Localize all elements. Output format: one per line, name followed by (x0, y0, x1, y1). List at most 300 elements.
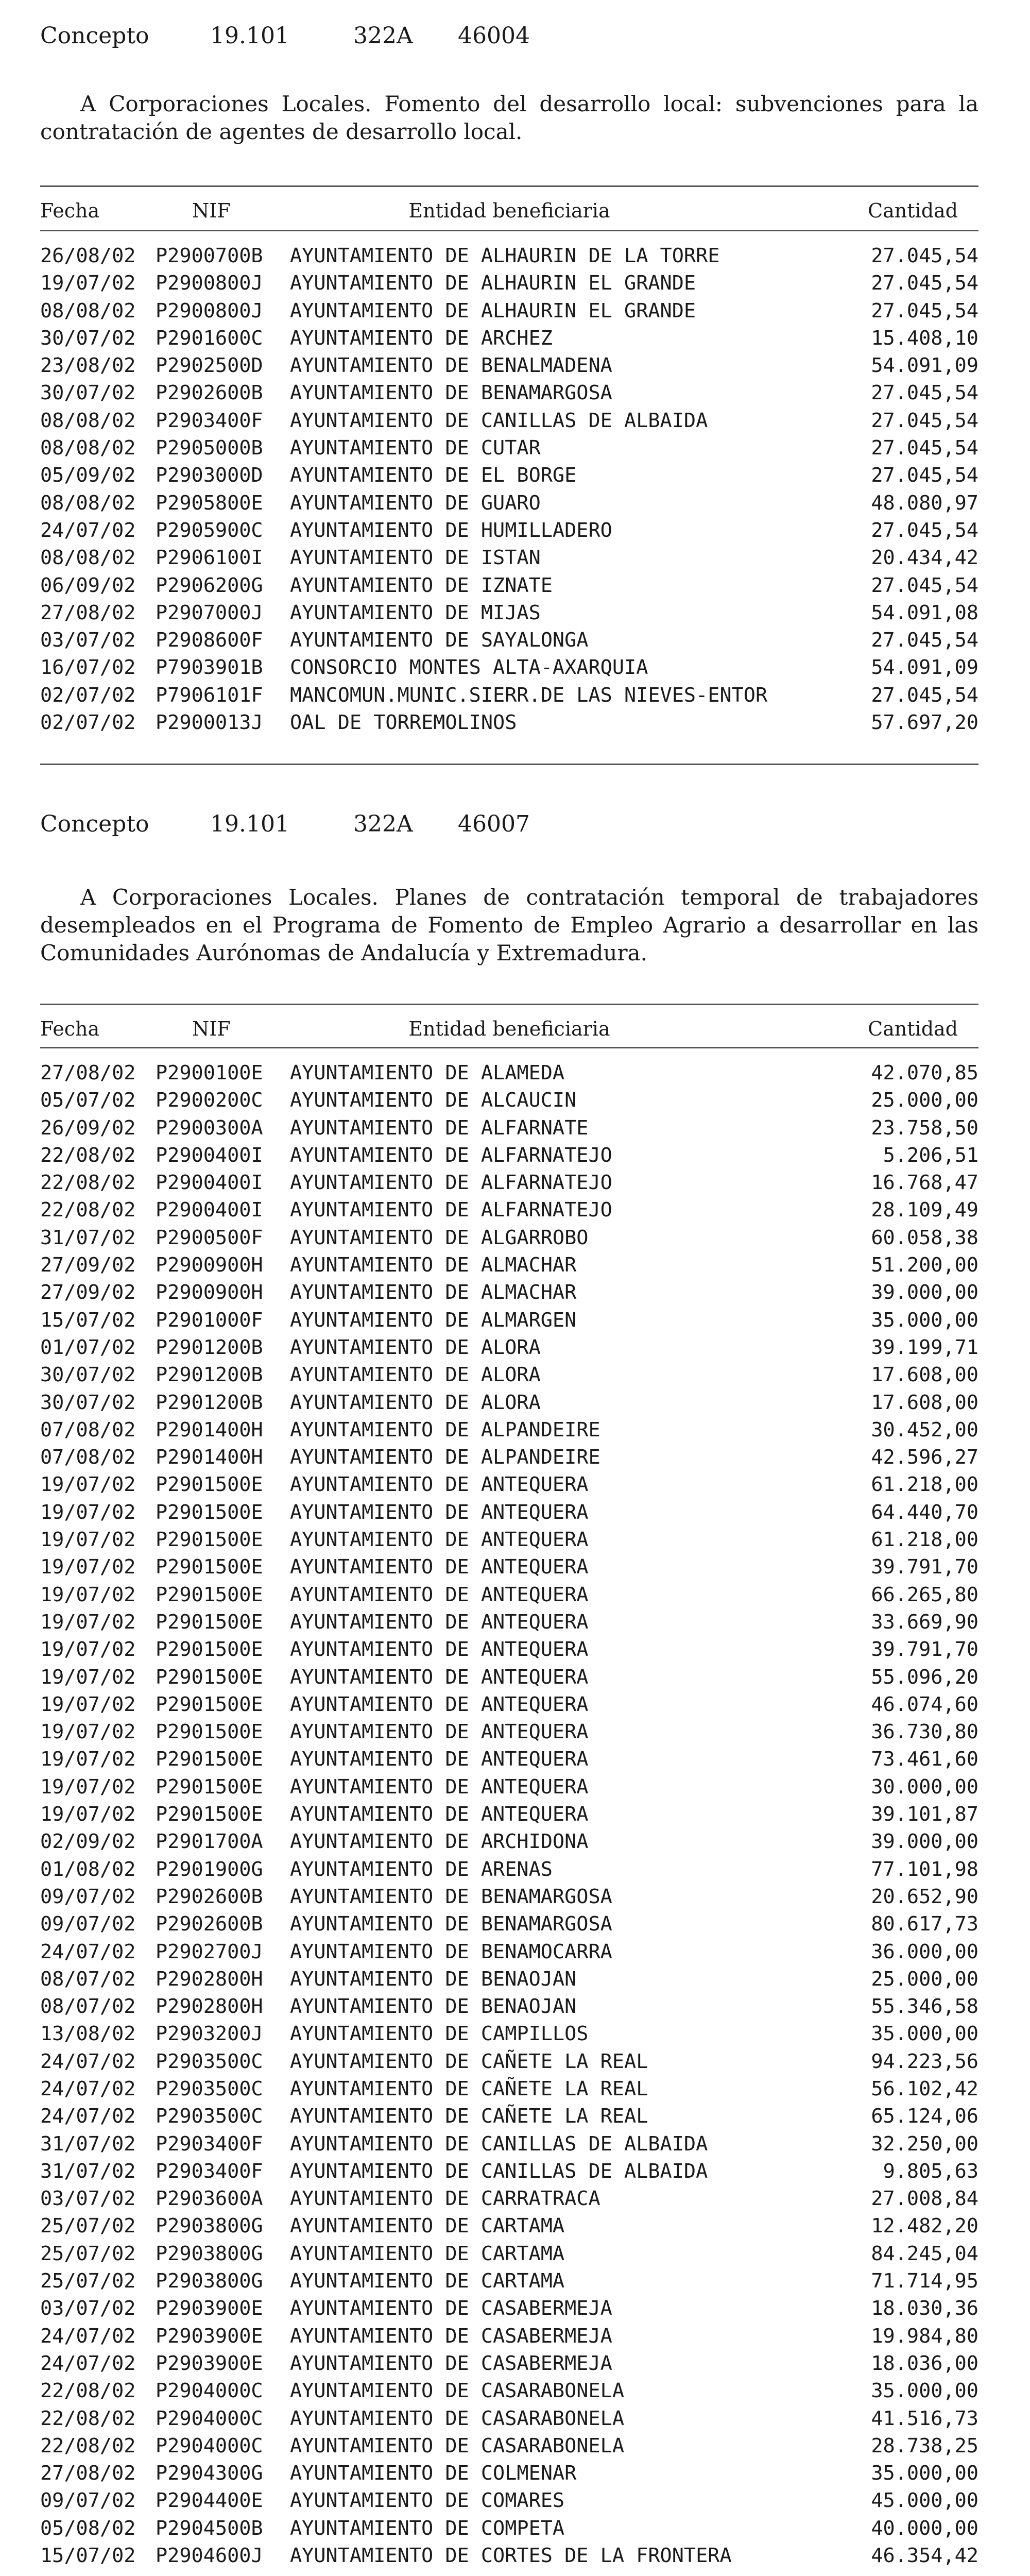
cell-cantidad: 28.109,49 (871, 1198, 978, 1222)
cell-fecha: 09/07/02 (40, 1912, 136, 1936)
table-row (40, 544, 978, 571)
cell-cantidad: 57.697,20 (871, 711, 978, 735)
cell-nif: P2903900E (156, 2351, 263, 2375)
table-row (40, 325, 978, 352)
table-row (40, 2212, 978, 2240)
cell-entidad: OAL DE TORREMOLINOS (290, 711, 517, 735)
cell-cantidad: 27.008,84 (871, 2187, 978, 2211)
cell-entidad: CONSORCIO MONTES ALTA-AXARQUIA (290, 656, 648, 680)
cell-cantidad: 27.045,54 (871, 299, 978, 323)
cell-nif: P7903901B (156, 656, 263, 680)
cell-fecha: 22/08/02 (40, 1143, 136, 1167)
cell-fecha: 05/08/02 (40, 2516, 136, 2540)
cell-cantidad: 27.045,54 (871, 244, 978, 267)
section-description: A Corporaciones Locales. Fomento del desarrollo local: subvenciones para la contratación de agentes de desarrollo local. (40, 91, 978, 144)
table-row (40, 1856, 978, 1883)
cell-entidad: AYUNTAMIENTO DE CARTAMA (290, 2269, 565, 2293)
table-row (40, 2020, 978, 2047)
concept-code: 19.101 (210, 811, 289, 837)
column-header-nif: NIF (192, 199, 231, 222)
table-row (40, 1636, 978, 1663)
cell-nif: P2903500C (156, 2105, 263, 2128)
cell-cantidad: 27.045,54 (871, 629, 978, 652)
cell-cantidad: 27.045,54 (871, 409, 978, 432)
cell-entidad: AYUNTAMIENTO DE ANTEQUERA (290, 1803, 589, 1826)
cell-entidad: AYUNTAMIENTO DE BENAMARGOSA (290, 1912, 612, 1936)
cell-cantidad: 51.200,00 (871, 1253, 978, 1277)
cell-entidad: AYUNTAMIENTO DE CARTAMA (290, 2214, 565, 2238)
table-row (40, 572, 978, 599)
table-header-rule (40, 1047, 978, 1048)
cell-cantidad: 25.000,00 (871, 1089, 978, 1112)
cell-fecha: 27/08/02 (40, 601, 136, 624)
table-row (40, 379, 978, 406)
table-row (40, 1251, 978, 1279)
concept-label: Concepto (40, 811, 149, 837)
cell-entidad: AYUNTAMIENTO DE HUMILLADERO (290, 518, 612, 542)
table-row (40, 1965, 978, 1993)
cell-entidad: AYUNTAMIENTO DE BENAMOCARRA (290, 1940, 612, 1963)
table-row (40, 2487, 978, 2514)
cell-entidad: AYUNTAMIENTO DE ANTEQUERA (290, 1555, 589, 1579)
cell-cantidad: 55.096,20 (871, 1665, 978, 1689)
cell-nif: P2901500E (156, 1583, 263, 1606)
table-row (40, 709, 978, 736)
table-row (40, 2240, 978, 2267)
table-row (40, 352, 978, 379)
cell-entidad: AYUNTAMIENTO DE SAYALONGA (290, 629, 589, 652)
cell-nif: P2901500E (156, 1610, 263, 1634)
cell-cantidad: 35.000,00 (871, 2462, 978, 2485)
table-row (40, 2460, 978, 2487)
cell-fecha: 01/08/02 (40, 1857, 136, 1881)
cell-fecha: 27/09/02 (40, 1253, 136, 1277)
cell-nif: P2902600B (156, 1912, 263, 1936)
cell-nif: P2901400H (156, 1418, 263, 1442)
table-row (40, 297, 978, 325)
cell-cantidad: 17.608,00 (871, 1363, 978, 1387)
cell-fecha: 05/07/02 (40, 1089, 136, 1112)
cell-nif: P2904000C (156, 2379, 263, 2403)
cell-nif: P2900500F (156, 1226, 263, 1249)
cell-cantidad: 54.091,08 (871, 601, 978, 624)
cell-cantidad: 15.408,10 (871, 326, 978, 350)
concept-program: 322A (353, 23, 413, 49)
cell-cantidad: 20.434,42 (871, 546, 978, 570)
table-row (40, 1224, 978, 1251)
table-row (40, 1471, 978, 1498)
cell-nif: P2906200G (156, 573, 263, 597)
cell-fecha: 07/08/02 (40, 1446, 136, 1469)
cell-nif: P2901500E (156, 1528, 263, 1552)
cell-cantidad: 84.245,04 (871, 2242, 978, 2265)
cell-nif: P2902500D (156, 354, 263, 378)
cell-entidad: AYUNTAMIENTO DE COMARES (290, 2489, 565, 2513)
cell-cantidad: 41.516,73 (871, 2406, 978, 2430)
cell-entidad: AYUNTAMIENTO DE CASARABONELA (290, 2434, 625, 2458)
cell-entidad: AYUNTAMIENTO DE BENAOJAN (290, 1995, 577, 2019)
cell-fecha: 08/08/02 (40, 546, 136, 570)
cell-entidad: AYUNTAMIENTO DE ANTEQUERA (290, 1528, 589, 1552)
cell-nif: P2904000C (156, 2434, 263, 2458)
cell-fecha: 05/09/02 (40, 464, 136, 487)
cell-nif: P2904600J (156, 2544, 263, 2568)
cell-nif: P2902800H (156, 1967, 263, 1991)
table-row (40, 2075, 978, 2103)
table-header (40, 1015, 978, 1043)
cell-entidad: AYUNTAMIENTO DE CARRATRACA (290, 2187, 600, 2211)
cell-nif: P2902700J (156, 1940, 263, 1963)
cell-entidad: AYUNTAMIENTO DE GUARO (290, 491, 541, 515)
cell-nif: P2908600F (156, 629, 263, 652)
cell-cantidad: 30.000,00 (871, 1775, 978, 1799)
cell-entidad: AYUNTAMIENTO DE ALGARROBO (290, 1226, 589, 1249)
cell-entidad: AYUNTAMIENTO DE ALAMEDA (290, 1061, 565, 1084)
cell-cantidad: 27.045,54 (871, 272, 978, 295)
cell-entidad: AYUNTAMIENTO DE ALFARNATEJO (290, 1143, 612, 1167)
cell-fecha: 19/07/02 (40, 1775, 136, 1799)
table-row (40, 1553, 978, 1581)
cell-nif: P2903400F (156, 409, 263, 432)
column-header-fecha: Fecha (40, 199, 100, 222)
cell-cantidad: 27.045,54 (871, 518, 978, 542)
cell-nif: P2902800H (156, 1995, 263, 2019)
cell-entidad: AYUNTAMIENTO DE ANTEQUERA (290, 1720, 589, 1744)
table-row (40, 2377, 978, 2404)
cell-entidad: AYUNTAMIENTO DE ALFARNATEJO (290, 1198, 612, 1222)
cell-nif: P2903400F (156, 2159, 263, 2183)
column-header-cantidad: Cantidad (868, 1018, 958, 1040)
table-row (40, 1416, 978, 1444)
cell-nif: P2903600A (156, 2187, 263, 2211)
cell-cantidad: 39.000,00 (871, 1281, 978, 1304)
cell-cantidad: 60.058,38 (871, 1226, 978, 1249)
cell-nif: P2900100E (156, 1061, 263, 1084)
cell-entidad: AYUNTAMIENTO DE CASARABONELA (290, 2406, 625, 2430)
cell-fecha: 25/07/02 (40, 2242, 136, 2265)
table-top-rule (40, 185, 978, 187)
cell-fecha: 26/08/02 (40, 244, 136, 267)
cell-nif: P2903500C (156, 2049, 263, 2073)
cell-cantidad: 54.091,09 (871, 656, 978, 680)
cell-entidad: AYUNTAMIENTO DE ALORA (290, 1363, 541, 1387)
table-body (40, 1059, 978, 2569)
column-header-entidad: Entidad beneficiaria (408, 1018, 610, 1040)
table-row (40, 1801, 978, 1828)
cell-entidad: AYUNTAMIENTO DE ANTEQUERA (290, 1638, 589, 1662)
cell-nif: P2904000C (156, 2406, 263, 2430)
cell-fecha: 19/07/02 (40, 1473, 136, 1497)
table-row (40, 2542, 978, 2569)
cell-cantidad: 45.000,00 (871, 2489, 978, 2513)
cell-entidad: AYUNTAMIENTO DE ANTEQUERA (290, 1748, 589, 1771)
cell-entidad: AYUNTAMIENTO DE ARENAS (290, 1857, 553, 1881)
cell-fecha: 07/08/02 (40, 1418, 136, 1442)
cell-fecha: 22/08/02 (40, 2379, 136, 2403)
cell-entidad: MANCOMUN.MUNIC.SIERR.DE LAS NIEVES-ENTOR (290, 683, 768, 707)
cell-entidad: AYUNTAMIENTO DE ALPANDEIRE (290, 1418, 600, 1442)
table-row (40, 269, 978, 297)
table-row (40, 1938, 978, 1965)
cell-cantidad: 30.452,00 (871, 1418, 978, 1442)
table-row (40, 682, 978, 709)
cell-cantidad: 39.791,70 (871, 1638, 978, 1662)
cell-fecha: 25/07/02 (40, 2214, 136, 2238)
cell-nif: P2900013J (156, 711, 263, 735)
table-row (40, 1361, 978, 1388)
cell-nif: P2906100I (156, 546, 263, 570)
cell-entidad: AYUNTAMIENTO DE COMPETA (290, 2516, 565, 2540)
table-row (40, 1087, 978, 1114)
cell-cantidad: 39.791,70 (871, 1555, 978, 1579)
cell-entidad: AYUNTAMIENTO DE BENAOJAN (290, 1967, 577, 1991)
cell-fecha: 08/08/02 (40, 409, 136, 432)
cell-cantidad: 36.000,00 (871, 1940, 978, 1963)
cell-cantidad: 18.036,00 (871, 2351, 978, 2375)
table-row (40, 1169, 978, 1196)
cell-nif: P2903800G (156, 2242, 263, 2265)
cell-entidad: AYUNTAMIENTO DE CANILLAS DE ALBAIDA (290, 409, 708, 432)
cell-entidad: AYUNTAMIENTO DE ALMACHAR (290, 1253, 577, 1277)
cell-fecha: 13/08/02 (40, 2022, 136, 2046)
cell-fecha: 19/07/02 (40, 1748, 136, 1771)
cell-entidad: AYUNTAMIENTO DE CUTAR (290, 436, 541, 460)
cell-nif: P2900200C (156, 1089, 263, 1112)
table-row (40, 2295, 978, 2322)
cell-fecha: 19/07/02 (40, 1610, 136, 1634)
cell-fecha: 08/07/02 (40, 1967, 136, 1991)
cell-entidad: AYUNTAMIENTO DE ISTAN (290, 546, 541, 570)
cell-fecha: 03/07/02 (40, 629, 136, 652)
table-row (40, 407, 978, 434)
cell-entidad: AYUNTAMIENTO DE CAÑETE LA REAL (290, 2077, 648, 2100)
table-row (40, 1526, 978, 1553)
concept-code: 19.101 (210, 23, 289, 49)
cell-cantidad: 33.669,90 (871, 1610, 978, 1634)
cell-fecha: 22/08/02 (40, 1198, 136, 1222)
cell-fecha: 24/07/02 (40, 518, 136, 542)
table-row (40, 1773, 978, 1801)
cell-cantidad: 39.101,87 (871, 1803, 978, 1826)
table-top-rule (40, 1004, 978, 1005)
cell-nif: P2901200B (156, 1335, 263, 1359)
cell-nif: P2905000B (156, 436, 263, 460)
cell-nif: P2901000F (156, 1308, 263, 1332)
cell-cantidad: 46.074,60 (871, 1692, 978, 1716)
cell-nif: P2904400E (156, 2489, 263, 2513)
table-row (40, 1745, 978, 1773)
cell-fecha: 19/07/02 (40, 1583, 136, 1606)
cell-fecha: 15/07/02 (40, 1308, 136, 1332)
cell-nif: P2900400I (156, 1143, 263, 1167)
cell-cantidad: 25.000,00 (871, 1967, 978, 1991)
table-row (40, 2103, 978, 2130)
table-row (40, 2432, 978, 2460)
cell-entidad: AYUNTAMIENTO DE CANILLAS DE ALBAIDA (290, 2159, 708, 2183)
cell-nif: P2903900E (156, 2324, 263, 2348)
cell-cantidad: 27.045,54 (871, 683, 978, 707)
cell-entidad: AYUNTAMIENTO DE ANTEQUERA (290, 1500, 589, 1524)
cell-fecha: 31/07/02 (40, 1226, 136, 1249)
cell-fecha: 08/08/02 (40, 491, 136, 515)
cell-nif: P2902600B (156, 381, 263, 405)
cell-nif: P2903400F (156, 2132, 263, 2156)
cell-cantidad: 17.608,00 (871, 1391, 978, 1414)
table-row (40, 242, 978, 269)
cell-fecha: 19/07/02 (40, 1528, 136, 1552)
cell-cantidad: 12.482,20 (871, 2214, 978, 2238)
cell-nif: P2901500E (156, 1555, 263, 1579)
cell-nif: P2900800J (156, 272, 263, 295)
cell-entidad: AYUNTAMIENTO DE CARTAMA (290, 2242, 565, 2265)
cell-cantidad: 94.223,56 (871, 2049, 978, 2073)
cell-fecha: 30/07/02 (40, 1363, 136, 1387)
cell-entidad: AYUNTAMIENTO DE ALHAURIN EL GRANDE (290, 272, 696, 295)
cell-entidad: AYUNTAMIENTO DE CAÑETE LA REAL (290, 2049, 648, 2073)
table-row (40, 1828, 978, 1855)
cell-entidad: AYUNTAMIENTO DE ALMARGEN (290, 1308, 577, 1332)
cell-cantidad: 77.101,98 (871, 1857, 978, 1881)
cell-entidad: AYUNTAMIENTO DE CAMPILLOS (290, 2022, 589, 2046)
cell-nif: P2901700A (156, 1830, 263, 1854)
table-row (40, 1499, 978, 1526)
cell-nif: P2901200B (156, 1363, 263, 1387)
cell-nif: P2900900H (156, 1281, 263, 1304)
cell-entidad: AYUNTAMIENTO DE ALHAURIN EL GRANDE (290, 299, 696, 323)
table-row (40, 2515, 978, 2542)
cell-fecha: 19/07/02 (40, 1638, 136, 1662)
table-body (40, 242, 978, 736)
table-row (40, 1389, 978, 1416)
cell-nif: P2903800G (156, 2214, 263, 2238)
table-row (40, 626, 978, 654)
cell-nif: P2905800E (156, 491, 263, 515)
cell-fecha: 08/08/02 (40, 299, 136, 323)
cell-nif: P2901200B (156, 1391, 263, 1414)
column-header-fecha: Fecha (40, 1018, 100, 1040)
column-header-cantidad: Cantidad (868, 199, 958, 222)
cell-cantidad: 71.714,95 (871, 2269, 978, 2293)
cell-fecha: 02/07/02 (40, 711, 136, 735)
cell-cantidad: 9.805,63 (883, 2159, 978, 2183)
cell-nif: P2901500E (156, 1473, 263, 1497)
cell-cantidad: 61.218,00 (871, 1528, 978, 1552)
cell-cantidad: 48.080,97 (871, 491, 978, 515)
cell-cantidad: 61.218,00 (871, 1473, 978, 1497)
section-description: A Corporaciones Locales. Planes de contratación temporal de trabajadores desempleados en el Programa de Fomento de Empleo Agrario a desarrollar en las Comunidades Aurónomas de Andalucía y Extremadura. (40, 885, 978, 965)
cell-fecha: 06/09/02 (40, 573, 136, 597)
cell-entidad: AYUNTAMIENTO DE CORTES DE LA FRONTERA (290, 2544, 732, 2568)
cell-nif: P2901500E (156, 1803, 263, 1826)
cell-fecha: 03/07/02 (40, 2187, 136, 2211)
cell-entidad: AYUNTAMIENTO DE MIJAS (290, 601, 541, 624)
cell-cantidad: 27.045,54 (871, 381, 978, 405)
cell-nif: P2905900C (156, 518, 263, 542)
cell-entidad: AYUNTAMIENTO DE BENAMARGOSA (290, 381, 612, 405)
cell-cantidad: 35.000,00 (871, 2022, 978, 2046)
table-row (40, 2130, 978, 2158)
cell-nif: P2900900H (156, 1253, 263, 1277)
cell-entidad: AYUNTAMIENTO DE ALFARNATE (290, 1116, 589, 1140)
cell-fecha: 31/07/02 (40, 2132, 136, 2156)
cell-cantidad: 40.000,00 (871, 2516, 978, 2540)
cell-entidad: AYUNTAMIENTO DE CANILLAS DE ALBAIDA (290, 2132, 708, 2156)
cell-fecha: 24/07/02 (40, 2105, 136, 2128)
cell-entidad: AYUNTAMIENTO DE ALCAUCIN (290, 1089, 577, 1112)
cell-cantidad: 35.000,00 (871, 1308, 978, 1332)
cell-cantidad: 73.461,60 (871, 1748, 978, 1771)
concept-sub: 46004 (458, 23, 530, 49)
cell-nif: P2904500B (156, 2516, 263, 2540)
cell-fecha: 03/07/02 (40, 2297, 136, 2320)
concept-label: Concepto (40, 23, 149, 49)
cell-cantidad: 80.617,73 (871, 1912, 978, 1936)
cell-nif: P2901500E (156, 1775, 263, 1799)
cell-cantidad: 56.102,42 (871, 2077, 978, 2100)
table-row (40, 1142, 978, 1169)
cell-fecha: 25/07/02 (40, 2269, 136, 2293)
table-row (40, 2048, 978, 2075)
cell-nif: P2900700B (156, 244, 263, 267)
table-row (40, 1059, 978, 1087)
cell-entidad: AYUNTAMIENTO DE ALORA (290, 1335, 541, 1359)
cell-fecha: 19/07/02 (40, 1555, 136, 1579)
cell-cantidad: 5.206,51 (883, 1143, 978, 1167)
cell-entidad: AYUNTAMIENTO DE ANTEQUERA (290, 1775, 589, 1799)
cell-entidad: AYUNTAMIENTO DE ARCHEZ (290, 326, 553, 350)
cell-nif: P2901400H (156, 1446, 263, 1469)
cell-fecha: 15/07/02 (40, 2544, 136, 2568)
cell-cantidad: 23.758,50 (871, 1116, 978, 1140)
cell-entidad: AYUNTAMIENTO DE ANTEQUERA (290, 1665, 589, 1689)
cell-cantidad: 27.045,54 (871, 573, 978, 597)
table-row (40, 2350, 978, 2377)
cell-cantidad: 27.045,54 (871, 464, 978, 487)
cell-entidad: AYUNTAMIENTO DE IZNATE (290, 573, 553, 597)
table-row (40, 1691, 978, 1718)
cell-nif: P2904300G (156, 2462, 263, 2485)
cell-entidad: AYUNTAMIENTO DE BENALMADENA (290, 354, 612, 378)
table-row (40, 1993, 978, 2020)
table-row (40, 2323, 978, 2350)
cell-entidad: AYUNTAMIENTO DE BENAMARGOSA (290, 1885, 612, 1908)
cell-entidad: AYUNTAMIENTO DE ALORA (290, 1391, 541, 1414)
cell-cantidad: 55.346,58 (871, 1995, 978, 2019)
cell-entidad: AYUNTAMIENTO DE ARCHIDONA (290, 1830, 589, 1854)
cell-fecha: 09/07/02 (40, 1885, 136, 1908)
table-row (40, 1334, 978, 1361)
cell-cantidad: 35.000,00 (871, 2379, 978, 2403)
table-row (40, 599, 978, 626)
cell-fecha: 30/07/02 (40, 1391, 136, 1414)
cell-fecha: 19/07/02 (40, 1692, 136, 1716)
cell-fecha: 31/07/02 (40, 2159, 136, 2183)
cell-entidad: AYUNTAMIENTO DE ALFARNATEJO (290, 1171, 612, 1195)
table-row (40, 654, 978, 681)
cell-cantidad: 18.030,36 (871, 2297, 978, 2320)
cell-cantidad: 32.250,00 (871, 2132, 978, 2156)
cell-fecha: 02/09/02 (40, 1830, 136, 1854)
cell-entidad: AYUNTAMIENTO DE CASARABONELA (290, 2379, 625, 2403)
table-row (40, 2267, 978, 2295)
cell-nif: P2901500E (156, 1665, 263, 1689)
cell-fecha: 30/07/02 (40, 326, 136, 350)
table-bottom-rule (40, 764, 978, 765)
cell-fecha: 08/08/02 (40, 436, 136, 460)
cell-cantidad: 20.652,90 (871, 1885, 978, 1908)
table-header-rule (40, 230, 978, 231)
table-row (40, 1444, 978, 1471)
